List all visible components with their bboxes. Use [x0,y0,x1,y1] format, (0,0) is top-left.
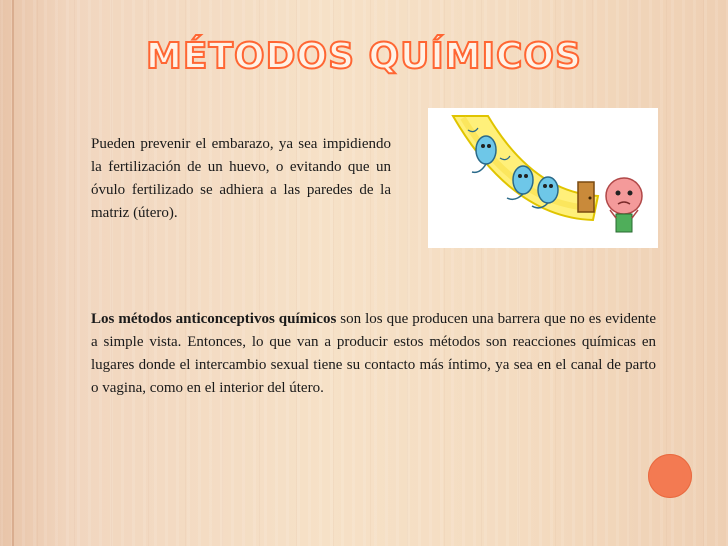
main-paragraph-bold: Los métodos anticonceptivos químicos [91,311,337,327]
ovum-figure-icon [606,178,642,232]
sperm-blocked-illustration-icon [428,108,658,248]
intro-paragraph: Pueden prevenir el embarazo, ya sea impidiendo la fertilización de un huevo, o evitando que un óvulo fertilizado se adhiera a las paredes de la matriz (útero). [91,136,391,221]
illustration-image [428,108,658,248]
main-paragraph [91,308,656,400]
left-border-line [12,0,14,546]
slide-title: MÉTODOS QUÍMICOS [146,36,582,77]
orange-circle-icon [648,454,692,498]
main-paragraph-text: son los que producen una barrera que no es evidente a simple vista. Entonces, lo que van a producir estos métodos son reacciones químicas en lugares donde el intercambio sexual tiene su contacto más íntimo, ya sea en el canal de parto o vagina, como en el interior del útero. [91,311,657,396]
